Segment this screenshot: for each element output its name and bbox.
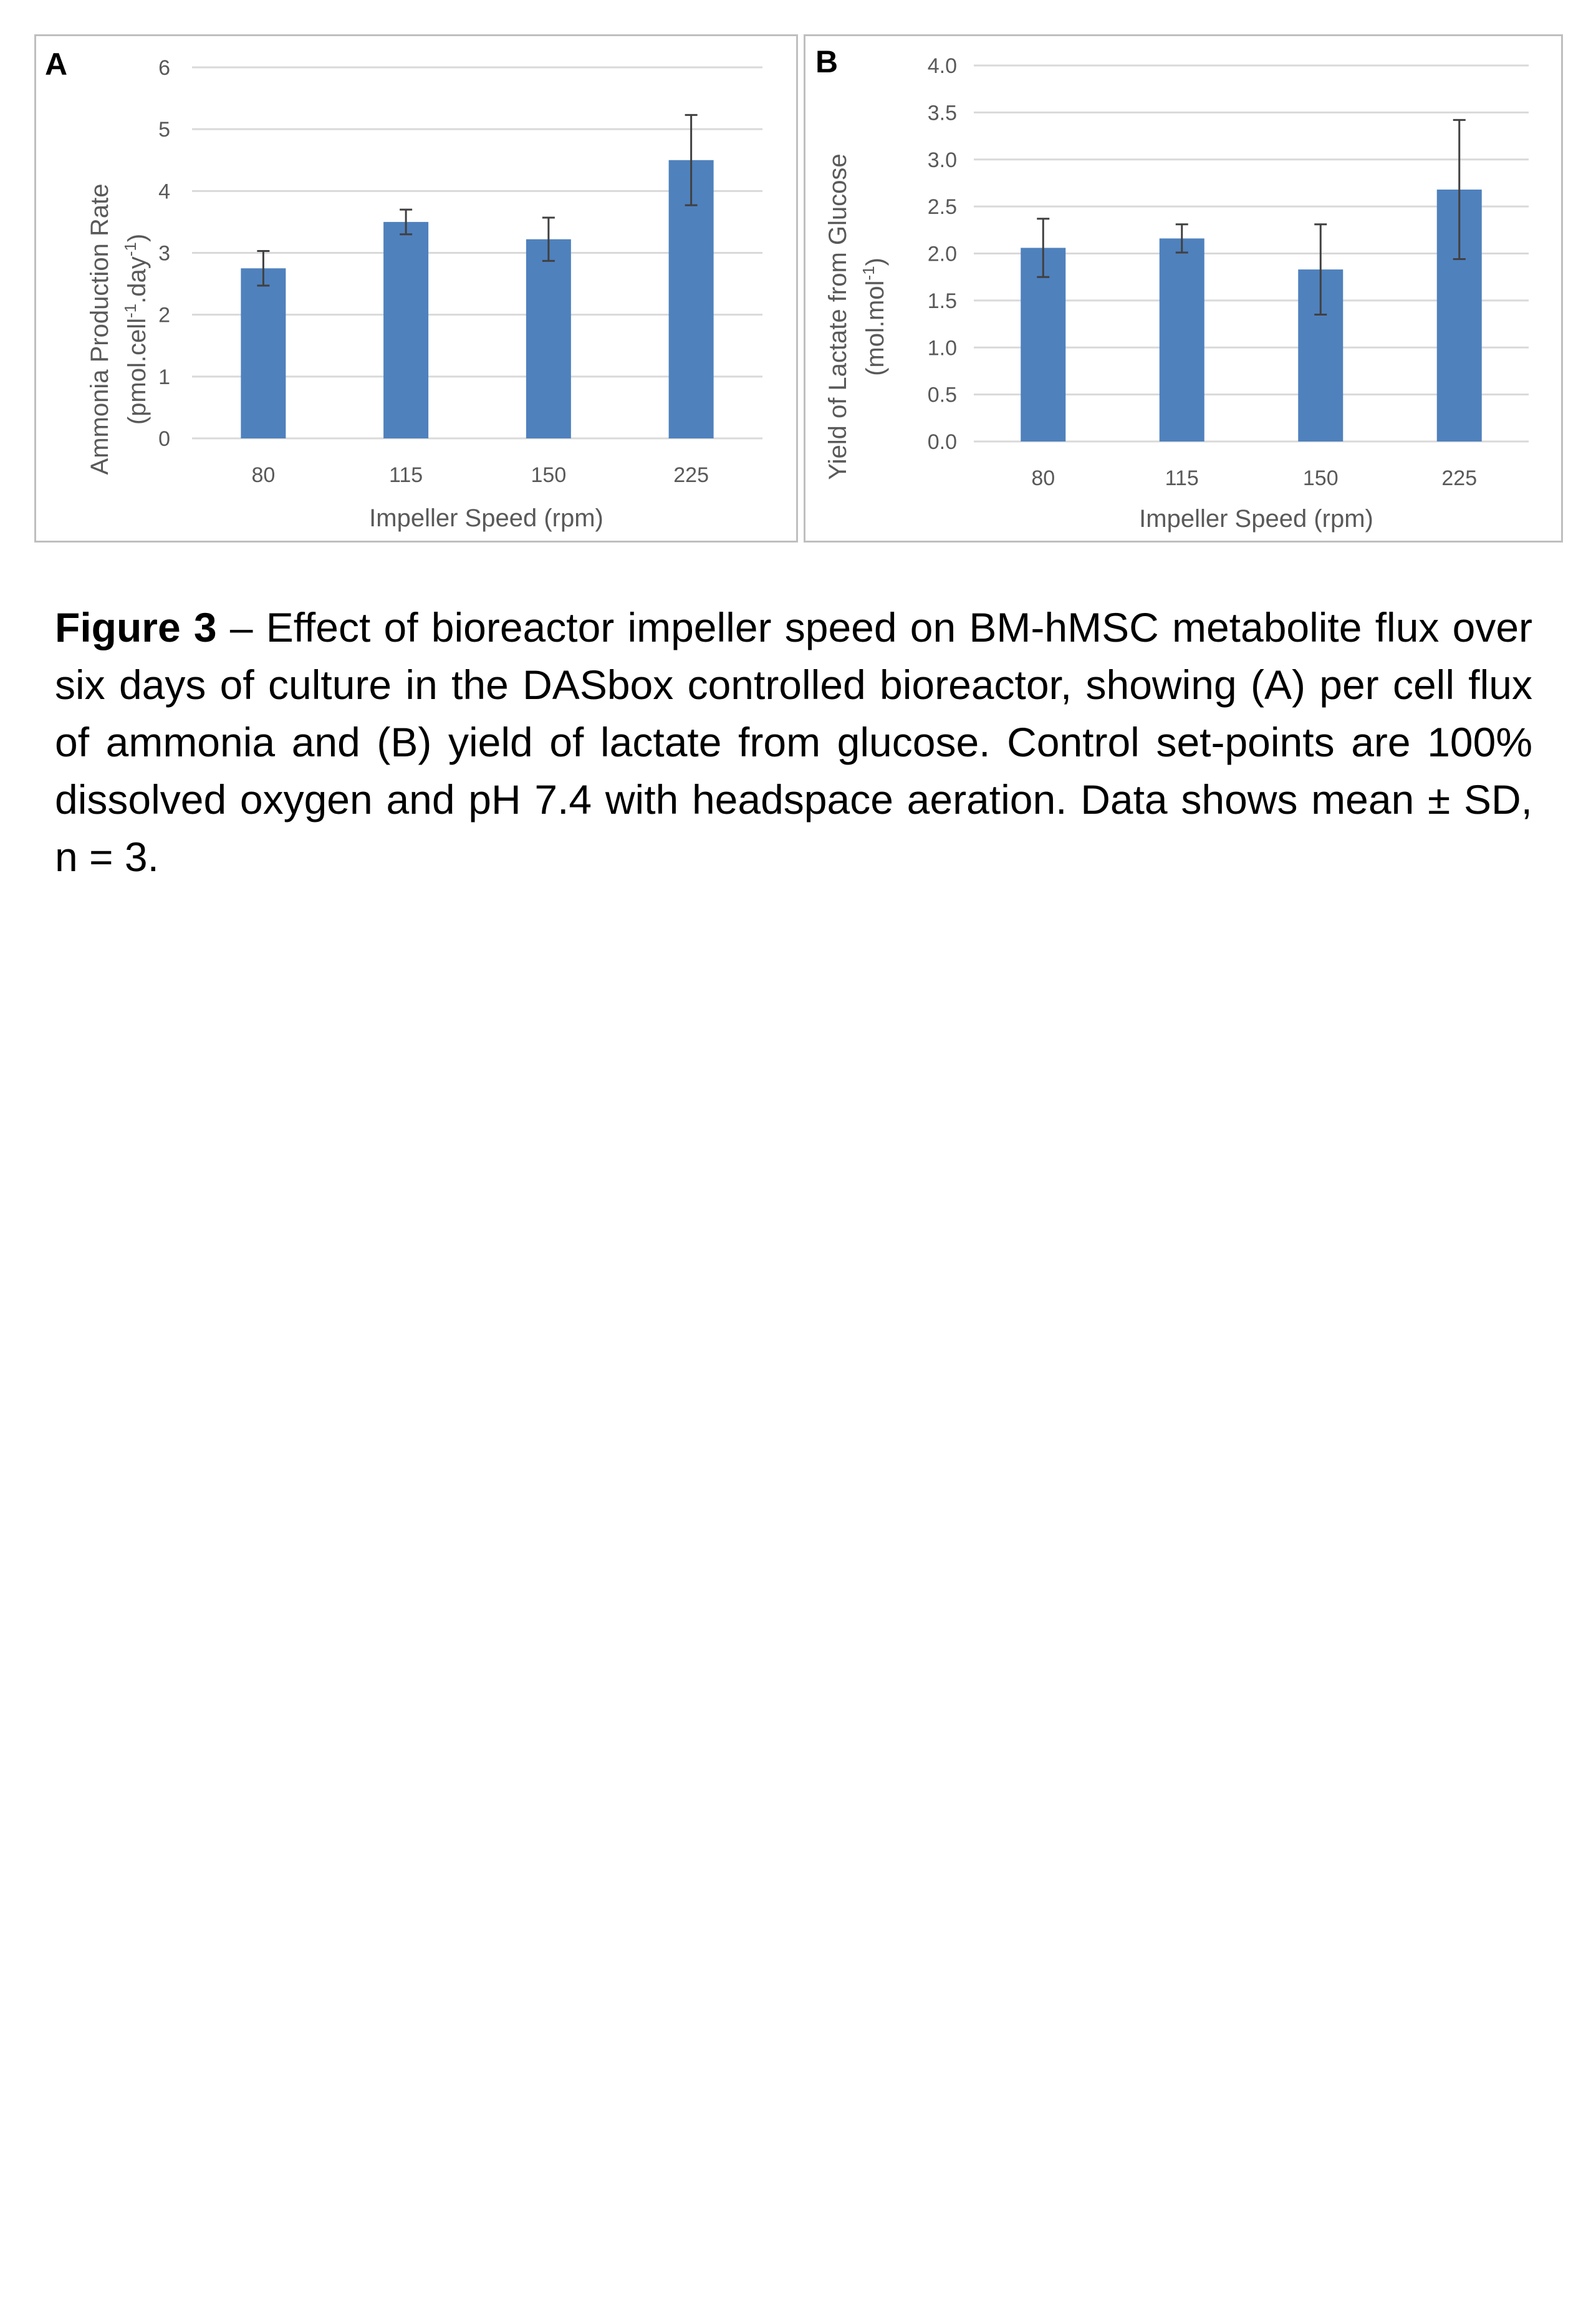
x-axis-title: Impeller Speed (rpm) — [1139, 505, 1373, 533]
y-axis-units — [121, 234, 151, 425]
y-tick-label: 1.0 — [927, 336, 957, 360]
caption-text: – Effect of bioreactor impeller speed on BM-hMSC metabolite flux over six days of culture in the DASbox controlled bioreactor, showing (A) per cell flux of ammonia and (B) yield of lactate from glucose. Control set-points are 100% dissolved oxygen and pH 7.4 with headspace aeration. Data shows mean ± SD, n = 3. — [55, 604, 1533, 880]
figure-caption — [55, 599, 1532, 885]
units-text: (pmol.cell — [123, 318, 151, 425]
bar — [526, 239, 571, 438]
x-tick-label: 150 — [531, 463, 567, 487]
units-superscript: -1 — [121, 303, 140, 319]
x-tick-label: 115 — [1165, 466, 1199, 490]
x-tick-label: 225 — [673, 463, 709, 487]
panel-letter-b: B — [815, 44, 839, 79]
chart-panel-a — [34, 34, 798, 543]
chart-panel-b — [804, 34, 1563, 543]
units-superscript: -1 — [859, 266, 878, 281]
y-tick-label: 0.0 — [927, 430, 957, 454]
x-axis-title: Impeller Speed (rpm) — [369, 504, 603, 532]
x-tick-label: 225 — [1441, 466, 1478, 490]
bar — [1160, 238, 1204, 441]
panel-letter-a: A — [45, 47, 68, 82]
y-tick-label: 2.5 — [927, 195, 957, 220]
y-tick-label: 6 — [158, 56, 170, 80]
y-axis-title: Ammonia Production Rate — [86, 183, 113, 475]
x-tick-label: 150 — [1302, 466, 1339, 490]
x-tick-label: 80 — [1031, 466, 1055, 490]
y-tick-label: 2 — [158, 303, 170, 327]
chart-a-svg — [36, 36, 796, 541]
bar — [383, 222, 428, 438]
bar — [241, 268, 286, 438]
x-tick-label: 80 — [251, 463, 276, 487]
units-text: (mol.mol — [862, 280, 889, 376]
y-tick-label: 1 — [158, 365, 170, 389]
caption-label: Figure 3 — [55, 604, 217, 650]
y-tick-label: 3.5 — [927, 101, 957, 125]
y-axis-title: Yield of Lactate from Glucose — [824, 153, 852, 480]
y-tick-label: 4.0 — [927, 54, 957, 78]
units-text: .day — [123, 256, 151, 304]
chart-b-svg — [805, 36, 1561, 541]
y-tick-label: 4 — [158, 180, 170, 204]
y-tick-label: 5 — [158, 118, 170, 142]
y-axis-units — [859, 258, 889, 376]
y-tick-label: 3 — [158, 241, 170, 266]
units-text: ) — [862, 258, 889, 266]
y-tick-label: 0 — [158, 427, 170, 451]
y-tick-label: 1.5 — [927, 289, 957, 313]
units-superscript: -1 — [121, 242, 140, 257]
y-tick-label: 2.0 — [927, 242, 957, 266]
y-tick-label: 0.5 — [927, 383, 957, 407]
y-tick-label: 3.0 — [927, 148, 957, 172]
units-text: ) — [123, 233, 151, 243]
x-tick-label: 115 — [389, 463, 423, 487]
